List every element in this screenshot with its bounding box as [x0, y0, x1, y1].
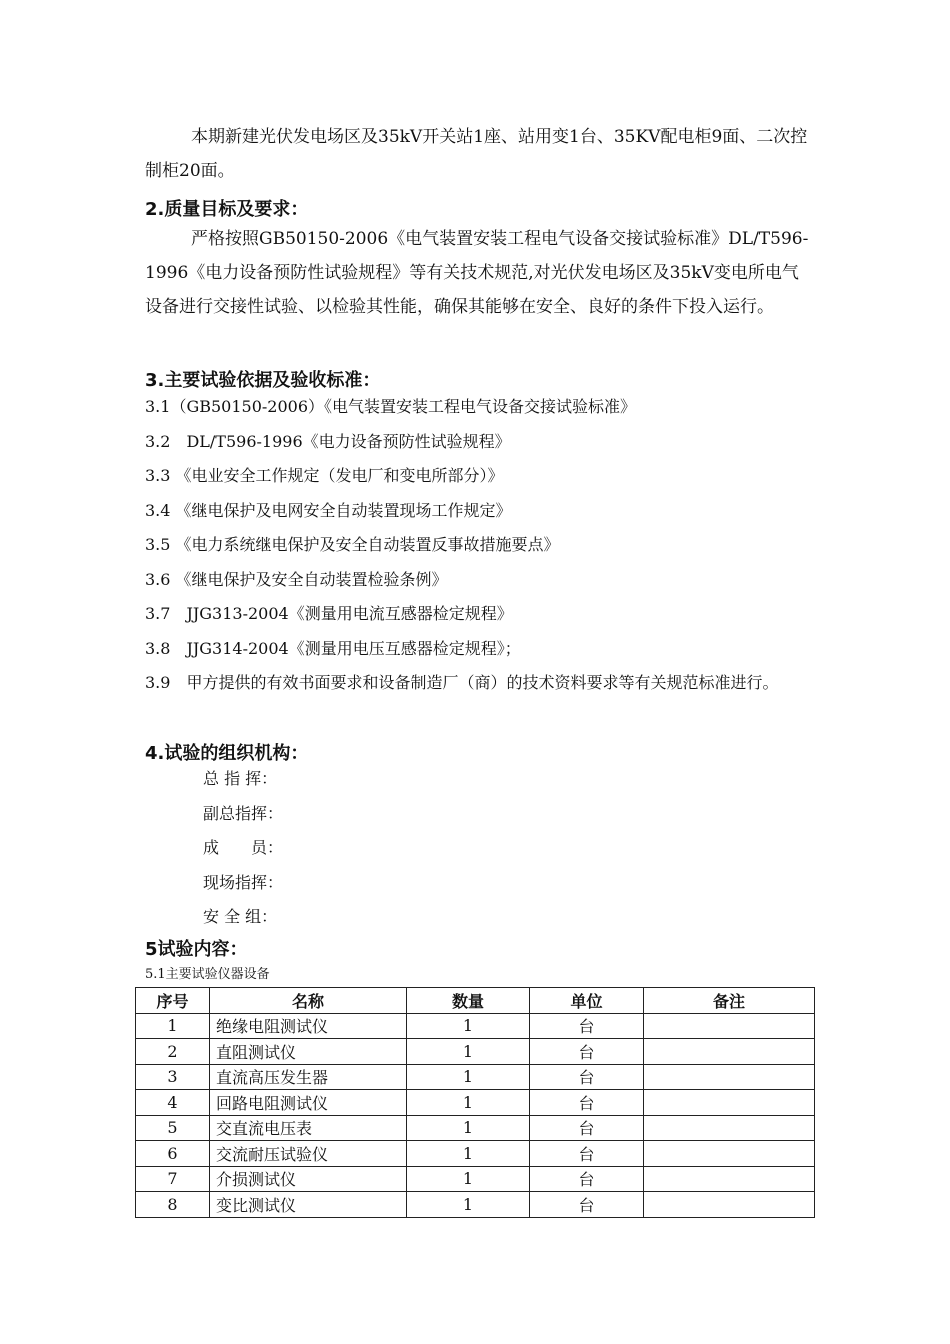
table-row — [136, 1064, 815, 1090]
col-header-remarks: 备注 — [644, 988, 815, 1014]
table-row — [136, 1192, 815, 1218]
list-item: 3.4 《继电保护及电网安全自动装置现场工作规定》 — [145, 500, 512, 520]
cell-name: 绝缘电阻测试仪 — [210, 1013, 407, 1039]
col-header-name: 名称 — [210, 988, 407, 1014]
cell-name: 交流耐压试验仪 — [210, 1141, 407, 1167]
table-header-row — [136, 988, 815, 1014]
role-item: 成 员： — [203, 838, 284, 857]
role-item: 安 全 组： — [203, 907, 278, 926]
equipment-table — [135, 987, 815, 1218]
cell-remarks — [644, 1141, 815, 1167]
role-item: 总 指 挥： — [203, 769, 278, 788]
list-item: 3.5 《电力系统继电保护及安全自动装置反事故措施要点》 — [145, 535, 560, 554]
cell-index: 1 — [136, 1013, 210, 1039]
cell-unit: 台 — [530, 1115, 644, 1141]
cell-unit: 台 — [530, 1039, 644, 1065]
col-header-quantity: 数量 — [407, 988, 530, 1014]
cell-quantity: 1 — [407, 1039, 530, 1065]
section-4-heading: 4.试验的组织机构： — [145, 743, 309, 764]
cell-index: 4 — [136, 1090, 210, 1116]
table-row — [136, 1039, 815, 1065]
cell-name: 回路电阻测试仪 — [210, 1090, 407, 1116]
table-row — [136, 1141, 815, 1167]
col-header-unit: 单位 — [530, 988, 644, 1014]
cell-index: 7 — [136, 1166, 210, 1192]
list-item: 3.8 JJG314-2004《测量用电压互感器检定规程》； — [145, 638, 521, 658]
list-item: 3.3 《电业安全工作规定（发电厂和变电所部分）》 — [145, 466, 504, 485]
section-3-heading: 3.主要试验依据及验收标准： — [145, 370, 381, 391]
cell-quantity: 1 — [407, 1090, 530, 1116]
list-item: 3.2 DL/T596-1996《电力设备预防性试验规程》 — [145, 431, 511, 451]
cell-remarks — [644, 1115, 815, 1141]
list-item: 3.7 JJG313-2004《测量用电流互感器检定规程》 — [145, 604, 513, 623]
role-item: 副总指挥： — [203, 803, 284, 823]
table-row — [136, 1090, 815, 1116]
cell-name: 变比测试仪 — [210, 1192, 407, 1218]
cell-remarks — [644, 1166, 815, 1192]
cell-index: 5 — [136, 1115, 210, 1141]
cell-quantity: 1 — [407, 1192, 530, 1218]
cell-index: 2 — [136, 1039, 210, 1065]
cell-remarks — [644, 1064, 815, 1090]
cell-remarks — [644, 1013, 815, 1039]
cell-unit: 台 — [530, 1090, 644, 1116]
role-item: 现场指挥： — [203, 872, 284, 892]
cell-name: 交直流电压表 — [210, 1115, 407, 1141]
table-row — [136, 1013, 815, 1039]
col-header-index: 序号 — [136, 988, 210, 1014]
cell-name: 直阻测试仪 — [210, 1039, 407, 1065]
cell-remarks — [644, 1192, 815, 1218]
section-5-heading: 5试验内容： — [145, 939, 248, 960]
cell-unit: 台 — [530, 1013, 644, 1039]
cell-quantity: 1 — [407, 1166, 530, 1192]
cell-quantity: 1 — [407, 1064, 530, 1090]
cell-remarks — [644, 1090, 815, 1116]
list-item: 3.1（GB50150-2006）《电气装置安装工程电气设备交接试验标准》 — [145, 397, 637, 416]
cell-remarks — [644, 1039, 815, 1065]
table-row — [136, 1115, 815, 1141]
cell-index: 3 — [136, 1064, 210, 1090]
cell-unit: 台 — [530, 1166, 644, 1192]
table-row — [136, 1166, 815, 1192]
cell-unit: 台 — [530, 1141, 644, 1167]
cell-unit: 台 — [530, 1192, 644, 1218]
cell-quantity: 1 — [407, 1115, 530, 1141]
cell-quantity: 1 — [407, 1141, 530, 1167]
cell-name: 介损测试仪 — [210, 1166, 407, 1192]
table-caption: 5.1主要试验仪器设备 — [145, 967, 270, 982]
cell-index: 8 — [136, 1192, 210, 1218]
cell-index: 6 — [136, 1141, 210, 1167]
intro-paragraph: 本期新建光伏发电场区及35kV开关站1座、站用变1台、35KV配电柜9面、二次控制柜20面。 — [145, 127, 808, 181]
list-item: 3.9 甲方提供的有效书面要求和设备制造厂（商）的技术资料要求等有关规范标准进行。 — [145, 673, 779, 692]
cell-name: 直流高压发生器 — [210, 1064, 407, 1090]
organization-list — [203, 762, 283, 935]
standards-list — [145, 390, 815, 701]
cell-quantity: 1 — [407, 1013, 530, 1039]
list-item: 3.6 《继电保护及安全自动装置检验条例》 — [145, 569, 448, 589]
section-2-heading: 2.质量目标及要求： — [145, 199, 309, 220]
section-2-body: 严格按照GB50150-2006《电气装置安装工程电气设备交接试验标准》DL/T596-1996《电力设备预防性试验规程》等有关技术规范,对光伏发电场区及35kV变电所电气设备进行交接性试验、以检验其性能，确保其能够在安全、良好的条件下投入运行。 — [145, 229, 809, 317]
cell-unit: 台 — [530, 1064, 644, 1090]
